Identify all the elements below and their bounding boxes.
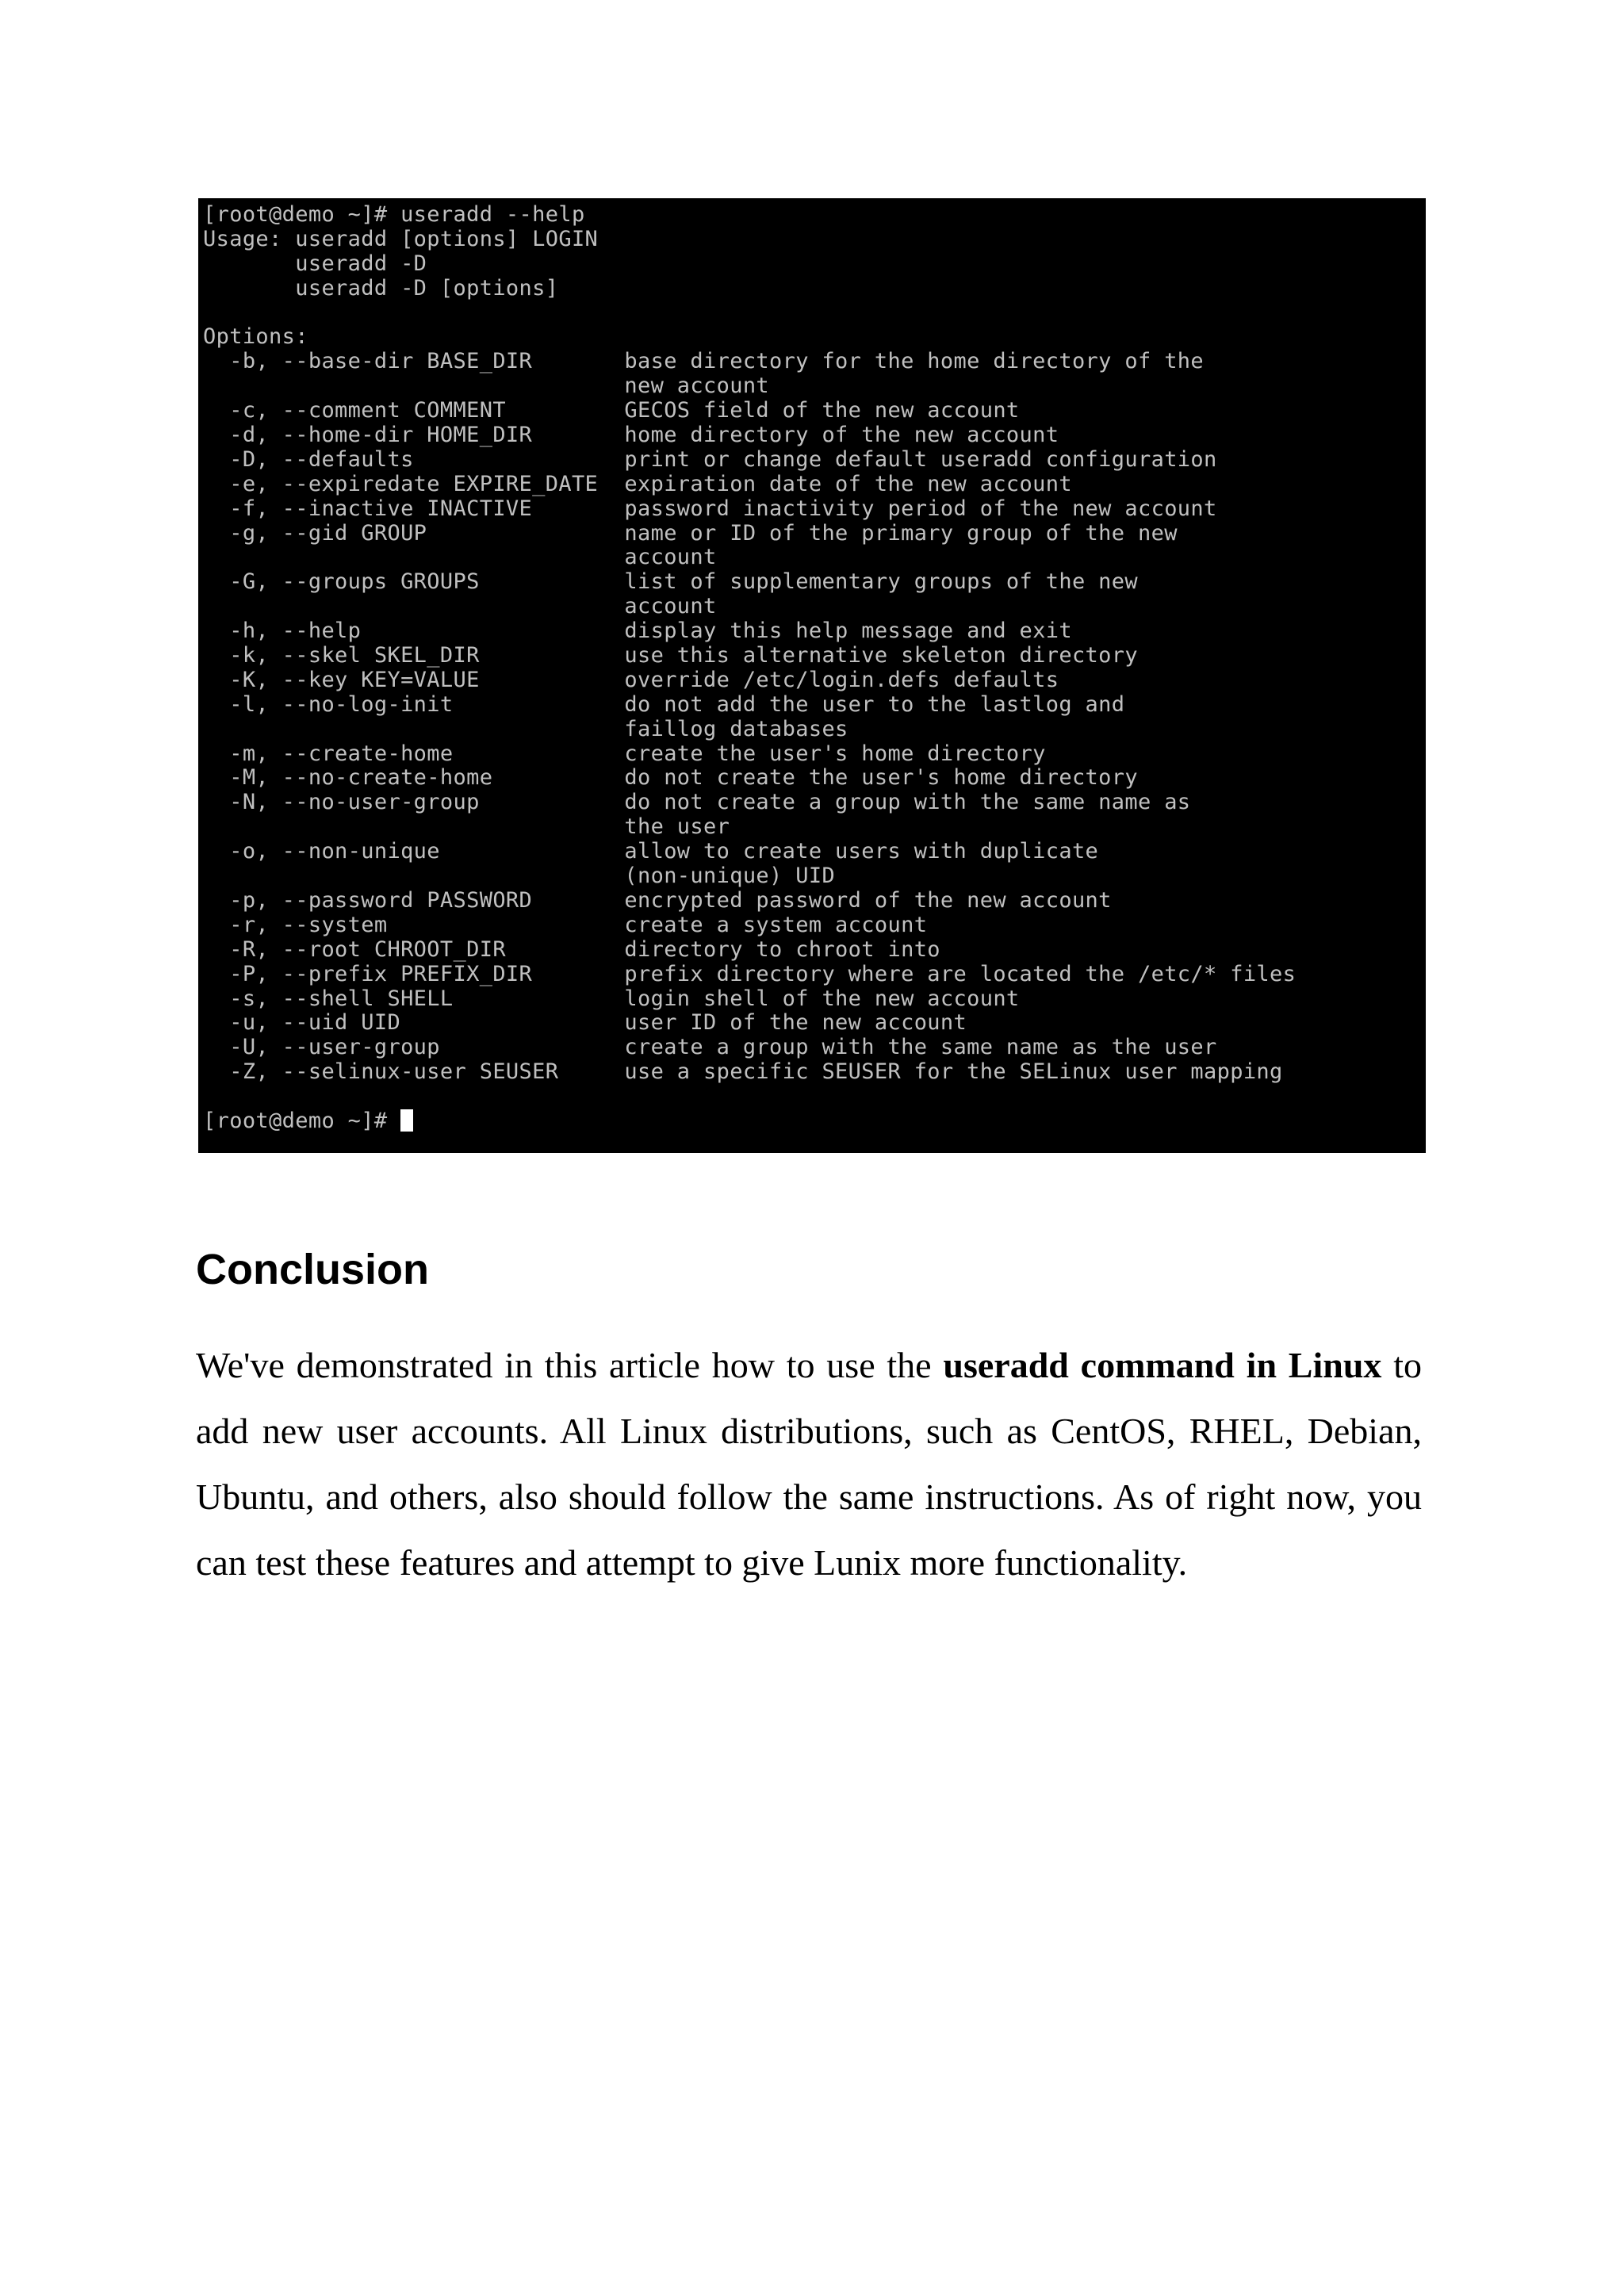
terminal-line: -K, --key KEY=VALUE override /etc/login.defs defaults: [203, 667, 1059, 692]
terminal-line: -e, --expiredate EXPIRE_DATE expiration date of the new account: [203, 471, 1072, 496]
conclusion-paragraph: [196, 1332, 1422, 1595]
terminal-line: -s, --shell SHELL login shell of the new account: [203, 986, 1020, 1011]
terminal-line: useradd -D: [203, 251, 427, 276]
terminal-line: Usage: useradd [options] LOGIN: [203, 226, 599, 251]
terminal-line: -M, --no-create-home do not create the user's home directory: [203, 765, 1138, 791]
terminal-line: account: [203, 594, 717, 619]
terminal-prompt: [root@demo ~]#: [203, 1108, 401, 1133]
terminal-line: [203, 1085, 1426, 1109]
terminal-screenshot: [198, 198, 1426, 1153]
terminal-line: useradd -D [options]: [203, 275, 559, 301]
terminal-line: faillog databases: [203, 716, 848, 741]
terminal-line: -h, --help display this help message and exit: [203, 618, 1072, 644]
terminal-line: account: [203, 545, 717, 570]
terminal-line: [203, 301, 1426, 326]
terminal-line: [root@demo ~]# useradd --help: [203, 202, 585, 227]
paragraph-text-end: to add new user accounts. All Linux distributions, such as CentOS, RHEL, Debian, Ubuntu, and others, also should follow the same instructions. As of right now, you can test these features and attempt to give Lunix more functionality.: [196, 1345, 1423, 1583]
terminal-line: -N, --no-user-group do not create a group with the same name as: [203, 790, 1191, 815]
terminal-line: -R, --root CHROOT_DIR directory to chroot into: [203, 936, 940, 962]
terminal-line: -U, --user-group create a group with the same name as the user: [203, 1035, 1217, 1060]
terminal-cursor: [400, 1109, 413, 1132]
terminal-line: -r, --system create a system account: [203, 912, 928, 937]
terminal-line: -o, --non-unique allow to create users with duplicate: [203, 839, 1099, 864]
terminal-line: -f, --inactive INACTIVE password inactivity period of the new account: [203, 496, 1217, 521]
terminal-line: -m, --create-home create the user's home directory: [203, 741, 1046, 766]
terminal-line: new account: [203, 373, 770, 399]
terminal-line: -k, --skel SKEL_DIR use this alternative skeleton directory: [203, 643, 1138, 668]
terminal-line: -p, --password PASSWORD encrypted password of the new account: [203, 887, 1112, 913]
terminal-output: [203, 203, 1426, 1109]
terminal-line: -l, --no-log-init do not add the user to the lastlog and: [203, 691, 1125, 717]
terminal-line: Options:: [203, 324, 308, 350]
terminal-line: -u, --uid UID user ID of the new account: [203, 1010, 967, 1036]
terminal-line: -G, --groups GROUPS list of supplementary groups of the new: [203, 569, 1138, 595]
terminal-line: -b, --base-dir BASE_DIR base directory for the home directory of the: [203, 349, 1205, 374]
terminal-line: (non-unique) UID: [203, 864, 836, 889]
paragraph-bold-phrase: useradd command in Linux: [943, 1345, 1382, 1385]
terminal-line: -Z, --selinux-user SEUSER use a specific SEUSER for the SELinux user mapping: [203, 1059, 1283, 1085]
terminal-line: -g, --gid GROUP name or ID of the primary group of the new: [203, 520, 1178, 546]
terminal-line: -c, --comment COMMENT GECOS field of the new account: [203, 398, 1020, 423]
section-heading: Conclusion: [196, 1246, 429, 1293]
terminal-prompt-line: [203, 1109, 1426, 1134]
terminal-line: -d, --home-dir HOME_DIR home directory of the new account: [203, 423, 1059, 448]
terminal-line: the user: [203, 814, 730, 840]
paragraph-text-start: We've demonstrated in this article how to use the: [196, 1345, 944, 1385]
terminal-line: -D, --defaults print or change default useradd configuration: [203, 446, 1217, 472]
terminal-line: -P, --prefix PREFIX_DIR prefix directory where are located the /etc/* files: [203, 961, 1297, 986]
